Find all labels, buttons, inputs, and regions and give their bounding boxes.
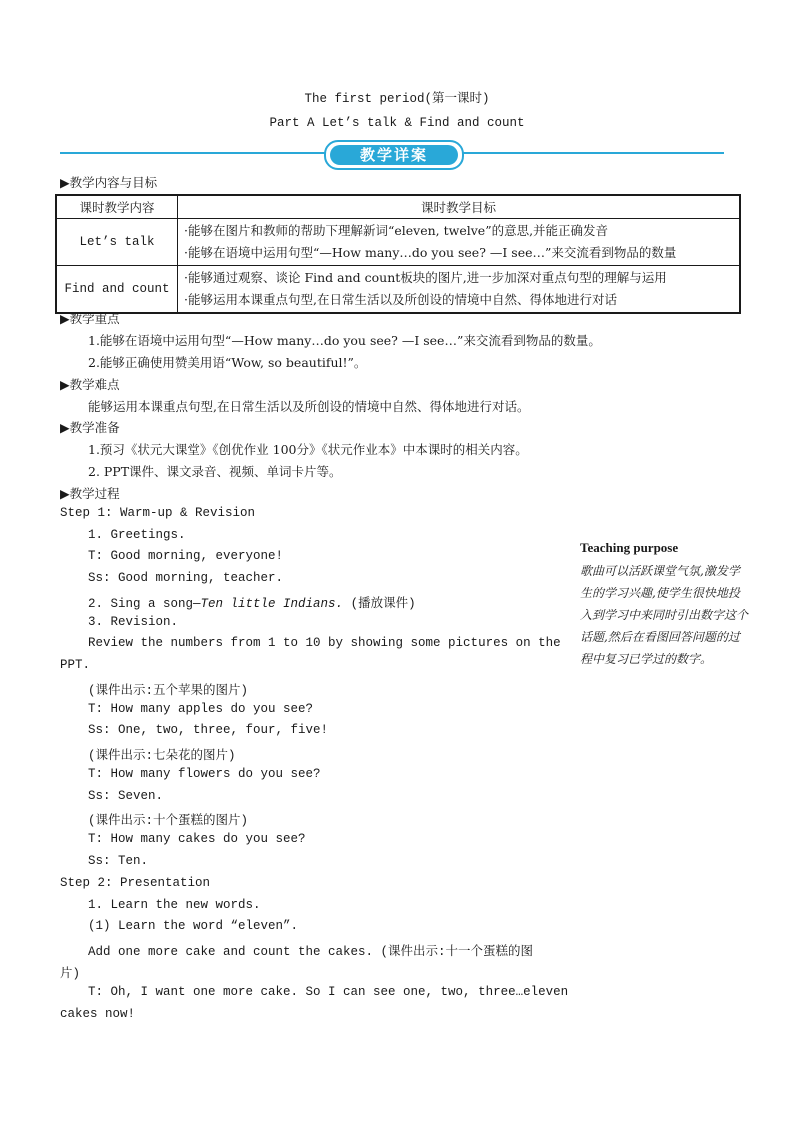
process-line: Ss: One, two, three, four, five! [88, 723, 329, 737]
sidebar-text: 歌曲可以活跃课堂气氛,激发学生的学习兴趣,使学生很快地投入到学习中来同时引出数字这个话题,然后在看图回答问题的过程中复习已学过的数字。 [580, 564, 749, 666]
heading-content-goals: ▶教学内容与目标 [60, 175, 158, 190]
table-cell-objectives [178, 266, 741, 314]
process-line: 1. Learn the new words. [88, 898, 261, 912]
process-line: Ss: Good morning, teacher. [88, 571, 284, 585]
table-header: 课时教学目标 [178, 195, 741, 219]
goals-table [55, 194, 741, 314]
objective-item: ·能够在语境中运用句型“—How many…do you see? —I see…”来交流看到物品的数量 [184, 245, 677, 260]
process-line: Ss: Ten. [88, 854, 149, 868]
key-point-item: 1.能够在语境中运用句型“—How many…do you see? —I see…”来交流看到物品的数量。 [88, 333, 601, 348]
process-line: T: Oh, I want one more cake. So I can see one, two, three…eleven [88, 985, 569, 999]
song-note: (播放课件) [343, 597, 416, 611]
process-line: T: How many apples do you see? [88, 702, 314, 716]
heading-key-points: ▶教学重点 [60, 311, 120, 326]
preparation-item: 2. PPT课件、课文录音、视频、单词卡片等。 [88, 464, 342, 479]
part-subtitle: Part A Let’s talk & Find and count [269, 116, 525, 130]
preparation-item: 1.预习《状元大课堂》《创优作业 100分》《状元作业本》中本课时的相关内容。 [88, 442, 528, 457]
process-line: (课件出示:五个苹果的图片) [88, 684, 249, 698]
table-cell-content: Let’s talk [56, 219, 178, 266]
process-line: T: Good morning, everyone! [88, 549, 284, 563]
key-point-item: 2.能够正确使用赞美用语“Wow, so beautiful!”。 [88, 355, 367, 370]
table-header: 课时教学内容 [56, 195, 178, 219]
process-line: (课件出示:十个蛋糕的图片) [88, 814, 249, 828]
process-line: PPT. [60, 658, 91, 672]
process-line: 3. Revision. [88, 615, 179, 629]
heading-difficulties: ▶教学难点 [60, 377, 120, 392]
banner-pill [324, 140, 464, 170]
table-cell-objectives [178, 219, 741, 266]
sidebar-title: Teaching purpose [580, 540, 679, 555]
process-line: Ss: Seven. [88, 789, 164, 803]
difficulty-text: 能够运用本课重点句型,在日常生活以及所创设的情境中自然、得体地进行对话。 [88, 399, 530, 414]
table-cell-content: Find and count [56, 266, 178, 314]
process-line: T: How many flowers do you see? [88, 767, 321, 781]
process-line: Review the numbers from 1 to 10 by showing some pictures on the [88, 636, 561, 650]
heading-preparation: ▶教学准备 [60, 420, 120, 435]
process-line: (课件出示:七朵花的图片) [88, 749, 236, 763]
objective-item: ·能够在图片和教师的帮助下理解新词“eleven, twelve”的意思,并能正确发音 [184, 223, 609, 238]
process-line: cakes now! [60, 1007, 136, 1021]
table-row [56, 266, 740, 314]
table-header-row [56, 195, 740, 219]
objective-item: ·能够通过观察、谈论 Find and count板块的图片,进一步加深对重点句型的理解与运用 [184, 270, 667, 285]
step-heading: Step 2: Presentation [60, 876, 211, 890]
process-line: 1. Greetings. [88, 528, 186, 542]
table-row [56, 219, 740, 266]
song-title: Ten little Indians. [200, 597, 344, 611]
step-heading: Step 1: Warm-up & Revision [60, 506, 256, 520]
process-line: Add one more cake and count the cakes. (课件出示:十一个蛋糕的图 [88, 945, 534, 959]
objective-item: ·能够运用本课重点句型,在日常生活以及所创设的情境中自然、得体地进行对话 [184, 292, 617, 307]
heading-process: ▶教学过程 [60, 486, 120, 501]
process-line: T: How many cakes do you see? [88, 832, 306, 846]
section-banner [60, 140, 724, 168]
banner-label: 教学详案 [330, 145, 458, 165]
process-line: 片) [60, 967, 81, 981]
song-prefix: 2. Sing a song— [88, 597, 201, 611]
period-title: The first period(第一课时) [304, 92, 490, 106]
process-line: (1) Learn the word “eleven”. [88, 919, 299, 933]
process-line [88, 593, 416, 611]
